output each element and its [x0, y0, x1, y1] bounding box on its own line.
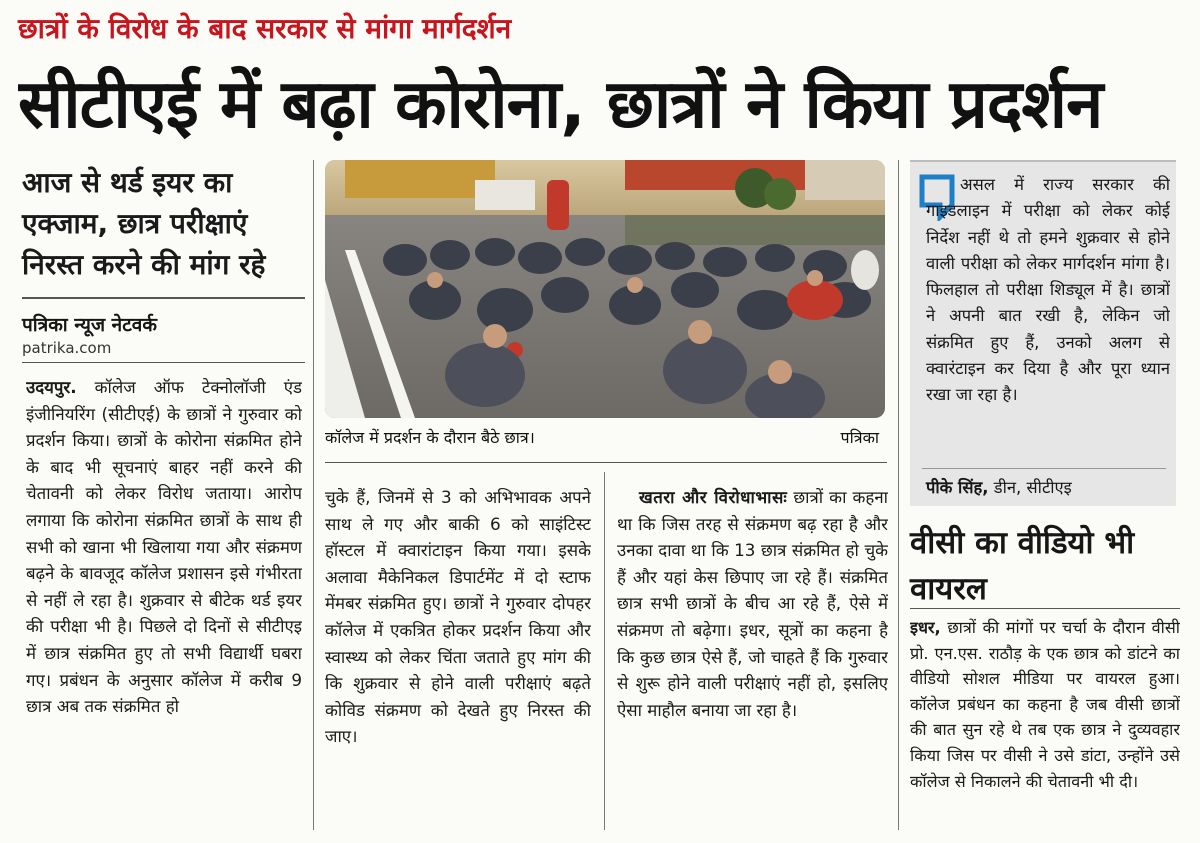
story-column-2: चुके हैं, जिनमें से 3 को अभिभावक अपने साथ ले गए और बाकी 6 को साइंटिस्ट हॉस्टल में क्वारांटाइन किया गया। इसके अलावा मैकेनिकल डिपार्टमेंट में दो स्टाफ मेंमबर संक्रमित हुए। छात्रों ने गुरुवार दोपहर कॉलेज में एकत्रित होकर प्रदर्शन किया और स्वास्थ्य को लेकर चिंता जताते हुए मांग की कि शुक्रवार से होने वाली परीक्षाएं बढ़ते कोविड संक्रमण को देखते हुए निरस्त की जाए।: [325, 487, 591, 747]
story-column-3: [617, 484, 888, 824]
photo-credit: पत्रिका: [840, 428, 879, 447]
kicker-headline: छात्रों के विरोध के बाद सरकार से मांगा मार्गदर्शन: [18, 12, 512, 45]
byline-name: पत्रिका न्यूज नेटवर्क: [22, 314, 157, 336]
deck-divider: [22, 297, 305, 299]
protest-photo: [325, 160, 885, 418]
story-subhead: खतरा और विरोधाभासः: [639, 487, 788, 507]
quote-text: [926, 172, 1170, 462]
sidebar-body: छात्रों की मांगों पर चर्चा के दौरान वीसी प्रो. एन.एस. राठौड़ के एक छात्र को डांटने का वीडियो सोशल मीडिया पर वायरल हुआ। कॉलेज प्रबंधन का कहना है जब वीसी छात्रों की बात सुन रहे थे तब एक छात्र ने दुव्यवहार किया जिस पर वीसी ने उसे डांटा, उन्होंने उसे कॉलेज से निकालने की चेतावनी भी दी।: [910, 618, 1180, 791]
caption-divider: [325, 462, 887, 463]
sidebar-lead: इधर,: [910, 618, 941, 637]
byline-website: patrika.com: [22, 339, 112, 357]
quote-author-name: पीके सिंह,: [926, 478, 989, 497]
sidebar-story: [910, 615, 1180, 830]
photo-caption-text: कॉलेज में प्रदर्शन के दौरान बैठे छात्र।: [325, 428, 535, 447]
column-divider-3: [898, 160, 899, 830]
story-column-3-text: छात्रों का कहना था कि जिस तरह से संक्रमण बढ़ रहा है और उनका दावा था कि 13 छात्र संक्रमित हो चुके हैं और यहां केस छिपाए जा रहे हैं। संक्रमित छात्र सभी छात्रों के बीच आ रहे हैं, ऐसे में संक्रमण तो बढ़ेगा। इधर, सूत्रों का कहना है कि कुछ छात्र ऐसे हैं, जो चाहते हैं कि गुरुवार से शुरू होने वाली परीक्षाएं नहीं हो, इसलिए ऐसा माहौल बनाया जा रहा है।: [617, 487, 888, 720]
column-divider-2: [604, 472, 605, 830]
sidebar-headline: वीसी का वीडियो भी वायरल: [910, 525, 1135, 607]
story-column-1: [26, 374, 302, 829]
main-headline: सीटीएई में बढ़ा कोरोना, छात्रों ने किया प्रदर्शन: [18, 65, 1103, 143]
byline-divider: [22, 362, 305, 363]
dateline: उदयपुर.: [26, 377, 77, 397]
photo-caption: [325, 424, 885, 452]
quote-author-designation: डीन, सीटीएइ: [993, 478, 1072, 497]
sidebar-divider: [910, 608, 1180, 609]
deck-subheadline: आज से थर्ड इयर का एक्जाम, छात्र परीक्षाएं निरस्त करने की मांग रहे: [22, 166, 266, 281]
quote-author: [926, 476, 1166, 500]
story-column-1-text: कॉलेज ऑफ टेक्नोलॉजी एंड इंजीनियरिंग (सीटीएई) के छात्रों ने गुरुवार को प्रदर्शन किया। छात्रों के कोरोना संक्रमित होने के बाद भी सूचनाएं बाहर नहीं करने की चेतावनी को लेकर विरोध जताया। आरोप लगाया कि कोरोना संक्रमित छात्रों के साथ ही सभी को खाना भी खिलाया गया और संक्रमण बढ़ने के बावजूद कॉलेज प्रशासन इसे गंभीरता से नहीं ले रहा है। शुक्रवार से बीटेक थर्ड इयर की परीक्षा भी है। पिछले दो दिनों से सीटीएइ में छात्र संक्रमित हुए तो सभी विद्यार्थी घबरा गए। प्रबंधन के अनुसार कॉलेज में करीब 9 छात्र अब तक संक्रमित हो: [26, 377, 302, 717]
quote-author-divider: [922, 468, 1166, 469]
column-divider-1: [313, 160, 314, 830]
quote-body: असल में राज्य सरकार की गाइडलाइन में परीक्षा को लेकर कोई निर्देश नहीं थे तो हमने शुक्रवार से होने वाली परीक्षा को लेकर मार्गदर्शन मांगा है। फिलहाल तो परीक्षा शिड्यूल में है। छात्रों ने अपनी बात रखी है, लेकिन जो संक्रमित हुए हैं, उनको अलग से क्वारंटाइन कर दिया है और पूरा ध्यान रखा जा रहा है।: [926, 175, 1170, 405]
